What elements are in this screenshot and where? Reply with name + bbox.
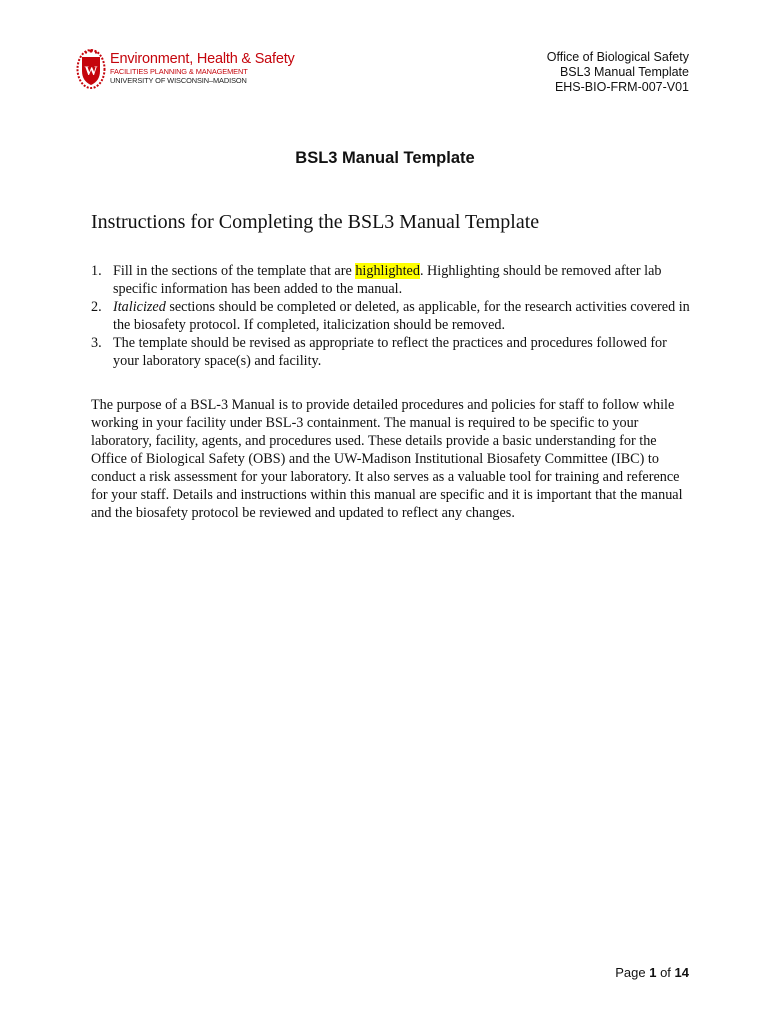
list-text: The template should be revised as appropriate to reflect the practices and procedures followed for your laboratory space(s) and facility. [113,335,667,369]
italic-text: Italicized [113,299,166,315]
instructions-list [91,262,691,370]
highlighted-text: highlighted [355,263,420,279]
section-heading: Instructions for Completing the BSL3 Manual Template [91,211,540,233]
list-item [91,298,691,334]
total-pages: 14 [674,965,689,980]
page-footer [615,965,689,980]
list-number: 3. [91,335,102,351]
ehs-logo [76,42,316,94]
logo-title: Environment, Health & Safety [110,50,295,67]
header-office: Office of Biological Safety [546,50,689,64]
purpose-paragraph: The purpose of a BSL-3 Manual is to provide detailed procedures and policies for staff to follow while working in your facility under BSL-3 containment. The manual is required to be specific to your laboratory, facility, agents, and procedures used. These details provide a basic understanding for the Office of Biological Safety (OBS) and the UW-Madison Institutional Biosafety Committee (IBC) to conduct a risk assessment for your laboratory. It also serves as a valuable tool for training and reference for your staff. Details and instructions within this manual are specific and it is important that the manual and the biosafety protocol be reviewed and updated to reflect any changes. [91,397,683,521]
header-doc-name: BSL3 Manual Template [559,65,689,79]
current-page: 1 [649,965,657,980]
list-number: 1. [91,263,102,279]
page-label: Page [615,965,646,980]
list-text: Fill in the sections of the template that are [113,263,356,279]
list-number: 2. [91,299,102,315]
header-info [547,50,689,95]
of-label: of [660,965,671,980]
logo-text [110,52,295,84]
logo-department: FACILITIES PLANNING & MANAGEMENT [110,67,248,77]
list-text: sections should be completed or deleted, as applicable, for the research activities covered in the biosafety protocol. If completed, italicization should be removed. [113,299,690,333]
crest-letter: W [84,63,98,78]
uw-crest-icon [76,45,106,91]
document-title: BSL3 Manual Template [295,149,475,167]
list-text: . Highlighting should be removed after lab specific information has been added to the manual. [113,263,662,297]
logo-university: UNIVERSITY OF WISCONSIN–MADISON [110,75,247,85]
list-item [91,262,691,298]
list-item [91,334,691,370]
header-form-id: EHS-BIO-FRM-007-V01 [554,80,689,94]
